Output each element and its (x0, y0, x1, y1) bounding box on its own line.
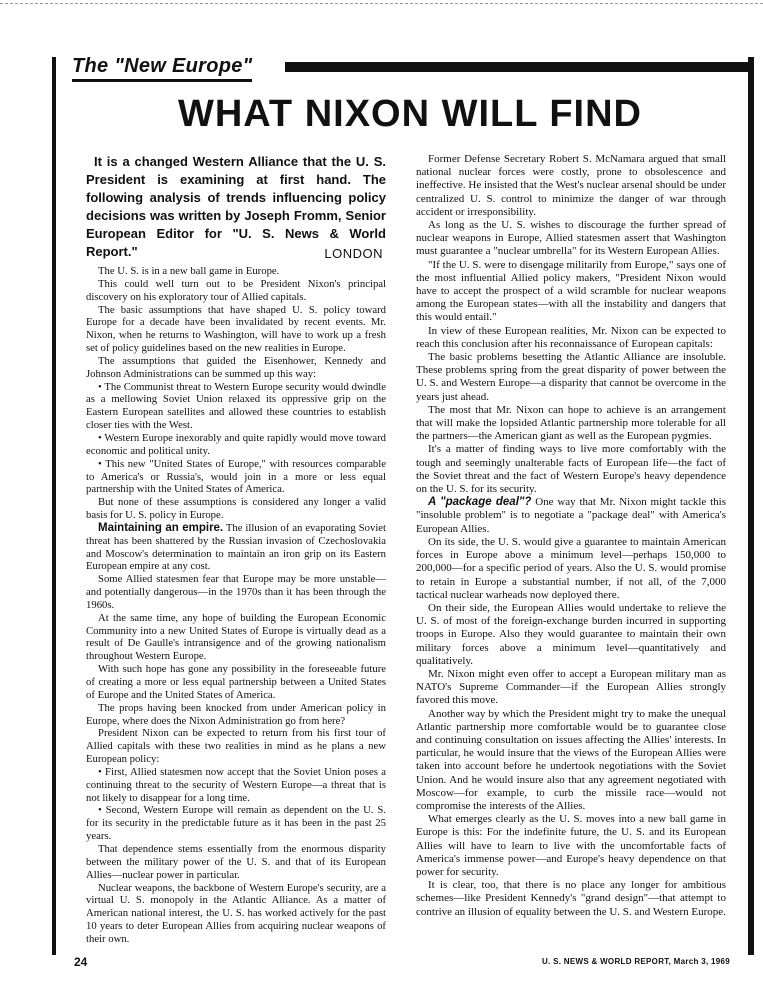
left-border-bar (52, 57, 56, 955)
paragraph-text: Some Allied statesmen fear that Europe may be more unstable—and potentially dangerous—in the 1970s than it has been through the 1960s. (86, 573, 386, 611)
paragraph-text: • Western Europe inexorably and quite rapidly would move toward economic and political unity. (86, 431, 386, 457)
page-number: 24 (74, 955, 88, 969)
top-dashed-rule (0, 3, 763, 4)
paragraph-text: The basic problems besetting the Atlantic Alliance are insoluble. These problems spring from the great disparity of power between the U. S. and Western Europe—a disparity that cannot be overcome in the years just ahead. (416, 351, 726, 403)
paragraph-text: President Nixon can be expected to return from his first tour of Allied capitals with these two realities in mind as he plans a new European policy: (86, 727, 386, 766)
paragraph (86, 663, 386, 702)
paragraph (86, 522, 386, 573)
left-column (86, 265, 386, 946)
paragraph (416, 602, 726, 668)
right-border-bar (748, 57, 754, 955)
paragraph-text: • This new "United States of Europe," with resources comparable to America's or Russia's, would join in a more or less equal partnership with the United States of America. (86, 457, 386, 496)
paragraph-text: On their side, the European Allies would undertake to relieve the U. S. of most of the foreign-exchange burden incurred in supporting troops in Europe. Also they would guarantee to maintain their own military forces above a minimum level—quantitatively and qualitatively. (416, 601, 726, 667)
paragraph-text: Former Defense Secretary Robert S. McNamara argued that small national nuclear forces were costly, prone to obsolescence and ineffective. He insisted that the West's nuclear arsenal should be under centralized U. S. control to minimize the danger of war through accident or irresponsibility. (416, 153, 726, 218)
paragraph (86, 766, 386, 805)
paragraph-text: At the same time, any hope of building the European Economic Community into a new United States of Europe is virtually dead as a result of De Gaulle's intransigence and of the growing nationalism throughout Western Europe. (86, 611, 386, 663)
paragraph (416, 219, 726, 259)
paragraph (86, 727, 386, 766)
paragraph (416, 351, 726, 404)
paragraph-text: • First, Allied statesmen now accept that the Soviet Union poses a continuing threat to the security of Western Europe—a threat that is not likely to disappear for a long time. (86, 765, 386, 804)
paragraph (86, 702, 386, 728)
paragraph-text: The assumptions that guided the Eisenhower, Kennedy and Johnson Administrations can be summed up this way: (86, 354, 386, 380)
paragraph (86, 265, 386, 278)
section-label: The "New Europe" (72, 55, 252, 82)
paragraph (416, 404, 726, 444)
paragraph (86, 804, 386, 843)
paragraph-text: What emerges clearly as the U. S. moves into a new ball game in Europe is this: For the indefinite future, the U. S. and its European Allies will have to learn to live with the uncomfortable facts of America's immense power—and Europe's heavy dependence on that power for security. (416, 813, 726, 878)
paragraph (86, 381, 386, 432)
run-in-subhead: A "package deal"? (428, 496, 532, 509)
paragraph-text: One way that Mr. Nixon might tackle this "insoluble problem" is to negotiate a "package deal" with America's European Allies. (416, 496, 726, 535)
run-in-subhead: Maintaining an empire. (98, 521, 224, 534)
paragraph-text: With such hope has gone any possibility in the foreseeable future of creating a more or less equal partnership between a United States of Europe and the United States of America. (86, 663, 386, 701)
paragraph-text: "If the U. S. were to disengage militarily from Europe," says one of the most influential Allied policy makers, "President Nixon would have to accept the prospect of a wild scramble for nuclear weapons among the European states—with all the instability and dangers that this would entail." (416, 258, 726, 324)
paragraph (416, 536, 726, 602)
paragraph-text: Mr. Nixon might even offer to accept a European military man as NATO's Supreme Commander—if the European Allies strongly favored this move. (416, 667, 726, 707)
paragraph-text: • Second, Western Europe will remain as dependent on the U. S. for its security in the predictable future as it has been in the past 25 years. (86, 804, 386, 843)
paragraph-text: The illusion of an evaporating Soviet threat has been shattered by the Russian invasion of Czechoslovakia and Moscow's determination to maintain an iron grip on its Eastern European empire at any cost. (86, 521, 386, 573)
paragraph (86, 612, 386, 663)
paragraph (86, 882, 386, 946)
publication-footer: U. S. NEWS & WORLD REPORT, March 3, 1969 (541, 957, 730, 966)
paragraph (416, 443, 726, 496)
paragraph (86, 496, 386, 522)
paragraph-text: Nuclear weapons, the backbone of Western Europe's security, are a virtual U. S. monopoly in the Atlantic Alliance. As a matter of American national interest, the U. S. has worked actively for the past 10 years to deter European Allies from acquiring nuclear weapons of their own. (86, 881, 386, 945)
header-rule (285, 62, 748, 72)
paragraph (86, 573, 386, 612)
paragraph-text: As long as the U. S. wishes to discourage the further spread of nuclear weapons in Europe, Allied statesmen assert that Washington must guarantee a "nuclear umbrella" for its Western European Allies. (416, 219, 726, 258)
paragraph (86, 458, 386, 497)
paragraph-text: • The Communist threat to Western Europe security would dwindle as a mellowing Soviet Union relaxed its oppressive grip on the Eastern European satellites and allowed these countries to establish closer ties with the West. (86, 380, 386, 432)
paragraph-text: The U. S. is in a new ball game in Europe. (98, 265, 280, 277)
paragraph (416, 496, 726, 536)
paragraph (86, 432, 386, 458)
paragraph (416, 813, 726, 879)
paragraph (416, 708, 726, 814)
paragraph-text: The props having been knocked from under American policy in Europe, where does the Nixon Administration go from here? (86, 701, 386, 727)
paragraph-text: The most that Mr. Nixon can hope to achieve is an arrangement that will make the lopsided Atlantic partnership more tolerable for all the partners—the American giant as well as the European pygmies. (416, 403, 726, 443)
paragraph (86, 843, 386, 882)
paragraph (416, 259, 726, 325)
paragraph-text: It's a matter of finding ways to live more comfortably with the tough and seemingly unalterable facts of European life—the fact of the Soviet threat and the fact of Western Europe's heavy dependence on the U. S. for its security. (416, 443, 726, 496)
right-column (416, 153, 726, 919)
paragraph (416, 325, 726, 351)
paragraph-text: That dependence stems essentially from the enormous disparity between the military power of the U. S. and that of its European Allies—nuclear power in particular. (86, 842, 386, 881)
paragraph (416, 879, 726, 919)
paragraph-text: But none of these assumptions is considered any longer a valid basis for U. S. policy in Europe. (86, 496, 386, 522)
headline: WHAT NIXON WILL FIND (178, 93, 642, 135)
paragraph (86, 355, 386, 381)
paragraph-text: On its side, the U. S. would give a guarantee to maintain American forces in Europe above a minimum level—perhaps 150,000 to 200,000—for a specific period of years. Also the U. S. would promise to retain in Europe a substantial number, if not all, of the 7,000 tactical nuclear warheads now deployed there. (416, 535, 726, 601)
paragraph-text: Another way by which the President might try to make the unequal Atlantic partnership more comfortable would be to guarantee close and continuing consultation on issues affecting the Allies' interests. In particular, he would insure that the views of the European Allies were taken into account before he undertook negotiations with the Soviet Union. And he would insure also that any agreement negotiated with Moscow—for example, to curb the missile race—would not compromise the interests of the Allies. (416, 707, 726, 812)
paragraph-text: It is clear, too, that there is no place any longer for ambitious schemes—like President Kennedy's "grand design"—that attempt to contrive an illusion of equality between the U. S. and Western Europe. (416, 879, 726, 918)
paragraph (416, 668, 726, 708)
paragraph-text: This could well turn out to be President Nixon's principal discovery on his exploratory tour of Allied capitals. (86, 277, 386, 303)
paragraph (86, 304, 386, 355)
dateline: LONDON (324, 246, 383, 261)
deck-summary: It is a changed Western Alliance that the U. S. President is examining at first hand. The following analysis of trends influencing policy decisions was written by Joseph Fromm, Senior European Editor for "U. S. News & World Report." (86, 154, 386, 259)
paragraph-text: The basic assumptions that have shaped U. S. policy toward Europe for a decade have been invalidated by recent events. Mr. Nixon, when he returns to Washington, will have to work up a fresh set of policy guidelines based on the new realities in Europe. (86, 303, 386, 355)
paragraph-text: In view of these European realities, Mr. Nixon can be expected to reach this conclusion after his reconnaissance of European capitals: (416, 324, 726, 350)
paragraph (416, 153, 726, 219)
paragraph (86, 278, 386, 304)
